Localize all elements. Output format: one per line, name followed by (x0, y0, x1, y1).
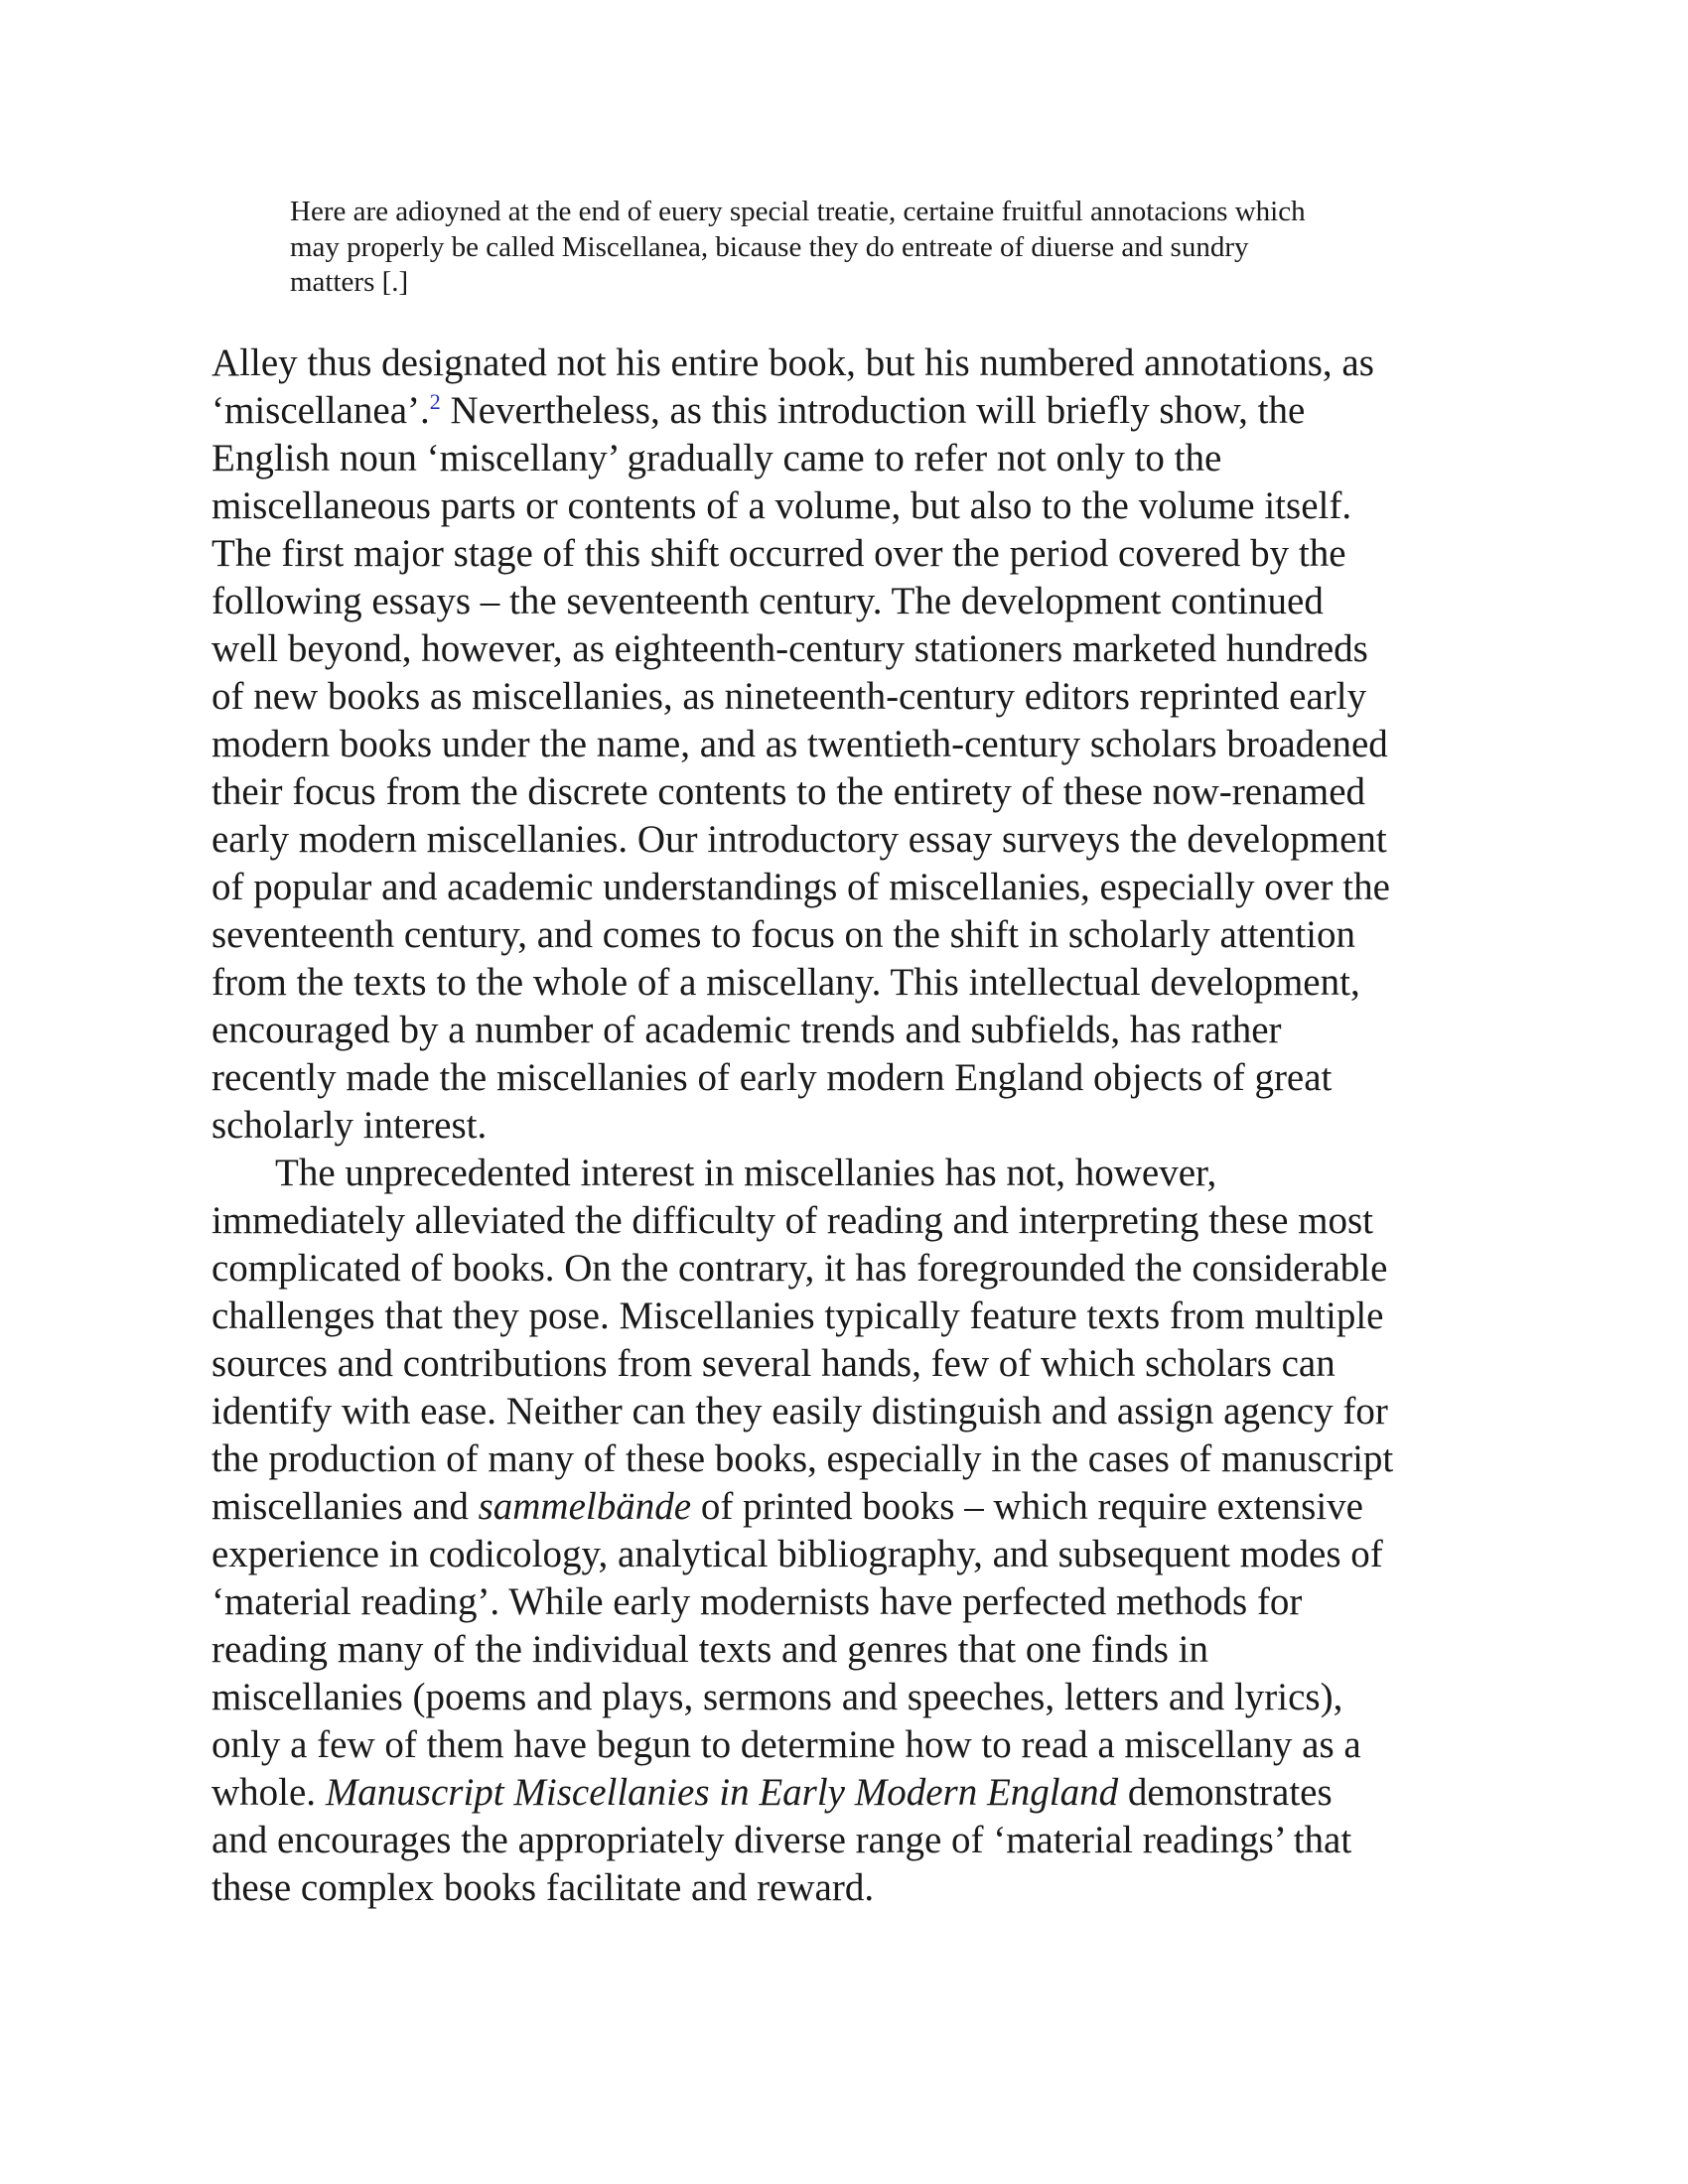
text-line: early modern miscellanies. Our introductory essay surveys the development (211, 818, 1387, 861)
text-segment: ‘miscellanea’. (211, 389, 430, 432)
text-line: experience in codicology, analytical bibliography, and subsequent modes of (211, 1533, 1383, 1575)
text-segment: whole. (211, 1771, 326, 1814)
text-line: ‘material reading’. While early modernists have perfected methods for (211, 1580, 1303, 1623)
text-segment: demonstrates (1118, 1771, 1333, 1814)
text-line: identify with ease. Neither can they easily distinguish and assign agency for (211, 1390, 1388, 1433)
text-line: The unprecedented interest in miscellanies has not, however, (275, 1152, 1217, 1194)
text-line: of new books as miscellanies, as nineteenth-century editors reprinted early (211, 675, 1367, 718)
body-text (211, 340, 1502, 1912)
text-line: following essays – the seventeenth century. The development continued (211, 580, 1324, 622)
text-line: of popular and academic understandings of miscellanies, especially over the (211, 866, 1390, 908)
text-line (211, 387, 1502, 435)
text-line: only a few of them have begun to determine how to read a miscellany as a (211, 1723, 1361, 1766)
text-line: encouraged by a number of academic trends and subfields, has rather (211, 1009, 1282, 1051)
text-line: recently made the miscellanies of early modern England objects of great (211, 1056, 1333, 1099)
text-line: English noun ‘miscellany’ gradually came to refer not only to the (211, 437, 1222, 479)
italic-book-title: Manuscript Miscellanies in Early Modern England (325, 1771, 1119, 1814)
quote-line: may properly be called Miscellanea, bicause they do entreate of diuerse and sundry (290, 230, 1249, 263)
text-line: these complex books facilitate and reward. (211, 1866, 875, 1909)
paragraph-2 (211, 1150, 1502, 1912)
text-line: challenges that they pose. Miscellanies typically feature texts from multiple (211, 1295, 1384, 1337)
text-line: and encourages the appropriately diverse range of ‘material readings’ that (211, 1819, 1352, 1861)
text-segment: miscellanies and (211, 1485, 479, 1528)
text-line: modern books under the name, and as twentieth-century scholars broadened (211, 723, 1388, 765)
block-quotation (290, 195, 1412, 301)
text-line: seventeenth century, and comes to focus on the shift in scholarly attention (211, 913, 1355, 956)
text-line: miscellaneous parts or contents of a volume, but also to the volume itself. (211, 484, 1352, 527)
text-line: immediately alleviated the difficulty of reading and interpreting these most (211, 1199, 1373, 1242)
text-line: miscellanies (poems and plays, sermons and speeches, letters and lyrics), (211, 1676, 1343, 1718)
text-line: scholarly interest. (211, 1104, 488, 1147)
text-line: sources and contributions from several hands, few of which scholars can (211, 1342, 1336, 1385)
quote-line: Here are adioyned at the end of euery special treatie, certaine fruitful annotacions which (290, 196, 1306, 227)
text-line: the production of many of these books, especially in the cases of manuscript (211, 1437, 1394, 1480)
text-line: Alley thus designated not his entire book, but his numbered annotations, as (211, 341, 1374, 384)
text-line: their focus from the discrete contents to the entirety of these now-renamed (211, 770, 1366, 813)
text-line: from the texts to the whole of a miscellany. This intellectual development, (211, 961, 1360, 1004)
text-line: reading many of the individual texts and genres that one finds in (211, 1628, 1209, 1671)
paragraph-1 (211, 340, 1502, 1150)
quote-line: matters [.] (290, 266, 409, 298)
text-segment: Nevertheless, as this introduction will briefly show, the (440, 389, 1306, 432)
text-line (211, 1769, 1502, 1817)
text-line (211, 1483, 1502, 1531)
italic-term: sammelbände (478, 1485, 692, 1528)
text-line: well beyond, however, as eighteenth-century stationers marketed hundreds (211, 627, 1368, 670)
text-line: The first major stage of this shift occurred over the period covered by the (211, 532, 1346, 575)
footnote-reference-link[interactable]: 2 (429, 389, 441, 414)
text-segment: of printed books – which require extensive (691, 1485, 1363, 1528)
text-line: complicated of books. On the contrary, it has foregrounded the considerable (211, 1247, 1388, 1290)
